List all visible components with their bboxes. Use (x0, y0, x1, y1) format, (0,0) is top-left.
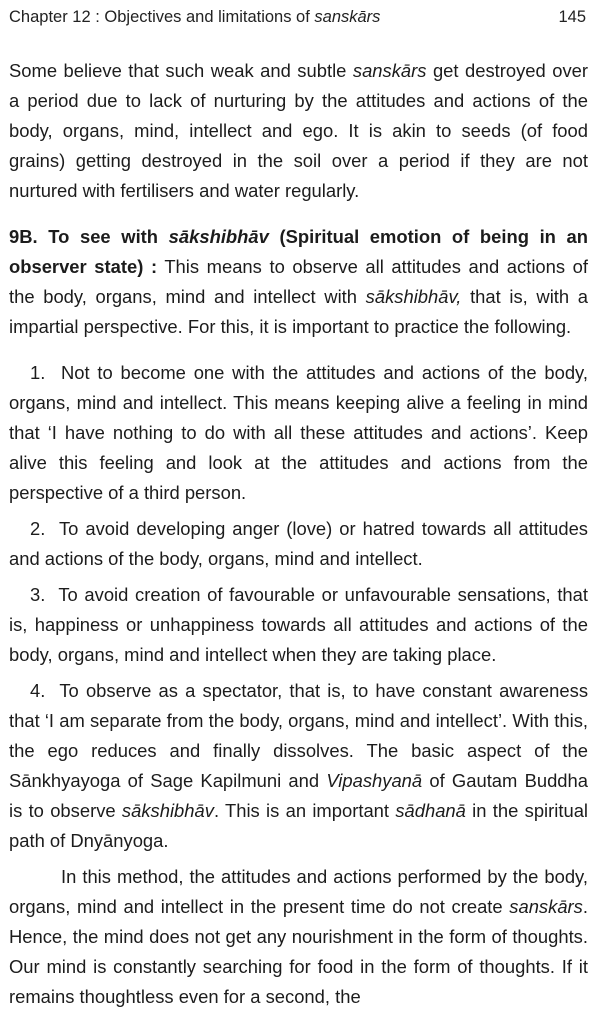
section-9b-heading: 9B. To see with sākshibhāv (Spiritual emotion of being in an observer state) : (9, 226, 588, 277)
list-item-number: 4. (30, 680, 46, 701)
list-item (9, 580, 588, 670)
list-item (9, 358, 588, 508)
paragraph-sanskars-destroyed: Some believe that such weak and subtle sanskārs get destroyed over a period due to lack of nurturing by the attitudes and actions of the body, organs, mind, intellect and ego. It is akin to seeds (of food grains) getting destroyed in the soil over a period if they are not nurtured with fertilisers and water regularly. (9, 60, 588, 201)
chapter-title: Chapter 12 : Objectives and limitations of sanskārs (9, 8, 381, 26)
list-item-text: To avoid creation of favourable or unfavourable sensations, that is, happiness or unhappiness towards all attitudes and actions of the body, organs, mind and intellect when they are taking place. (9, 584, 588, 665)
running-header (9, 6, 586, 28)
list-item (9, 514, 588, 574)
list-item-text: To avoid developing anger (love) or hatred towards all attitudes and actions of the body, organs, mind and intellect. (9, 518, 589, 569)
section-9b-paragraph: 9B. To see with sākshibhāv (Spiritual emotion of being in an observer state) : This means to observe all attitudes and actions of the body, organs, mind and intellect with sākshibhāv, that is, with a impartial perspective. For this, it is important to practice the following. (9, 226, 589, 337)
closing-paragraph: In this method, the attitudes and actions performed by the body, organs, mind and intellect in the present time do not create sanskārs. Hence, the mind does not get any nourishment in the form of thoughts. Our mind is constantly searching for food in the form of thoughts. If it remains thoughtless even for a second, the (9, 866, 588, 1007)
page-body (9, 56, 588, 1012)
list-item-number: 2. (30, 518, 46, 539)
list-item-number: 3. (30, 584, 46, 605)
list-item-text: Not to become one with the attitudes and actions of the body, organs, mind and intellect. This means keeping alive a feeling in mind that ‘I have nothing to do with all these attitudes and actions’. Keep alive this feeling and look at the attitudes and actions from the perspective of a third person. (9, 362, 588, 503)
list-item: 4. To observe as a spectator, that is, to have constant awareness that ‘I am separate from the body, organs, mind and intellect’. With this, the ego reduces and finally dissolves. The basic aspect of the Sānkhyayoga of Sage Kapilmuni and Vipashyanā of Gautam Buddha is to observe sākshibhāv. This is an important sādhanā in the spiritual path of Dnyānyoga. (9, 680, 589, 851)
list-item-number: 1. (30, 362, 46, 383)
page-number: 145 (558, 8, 586, 26)
